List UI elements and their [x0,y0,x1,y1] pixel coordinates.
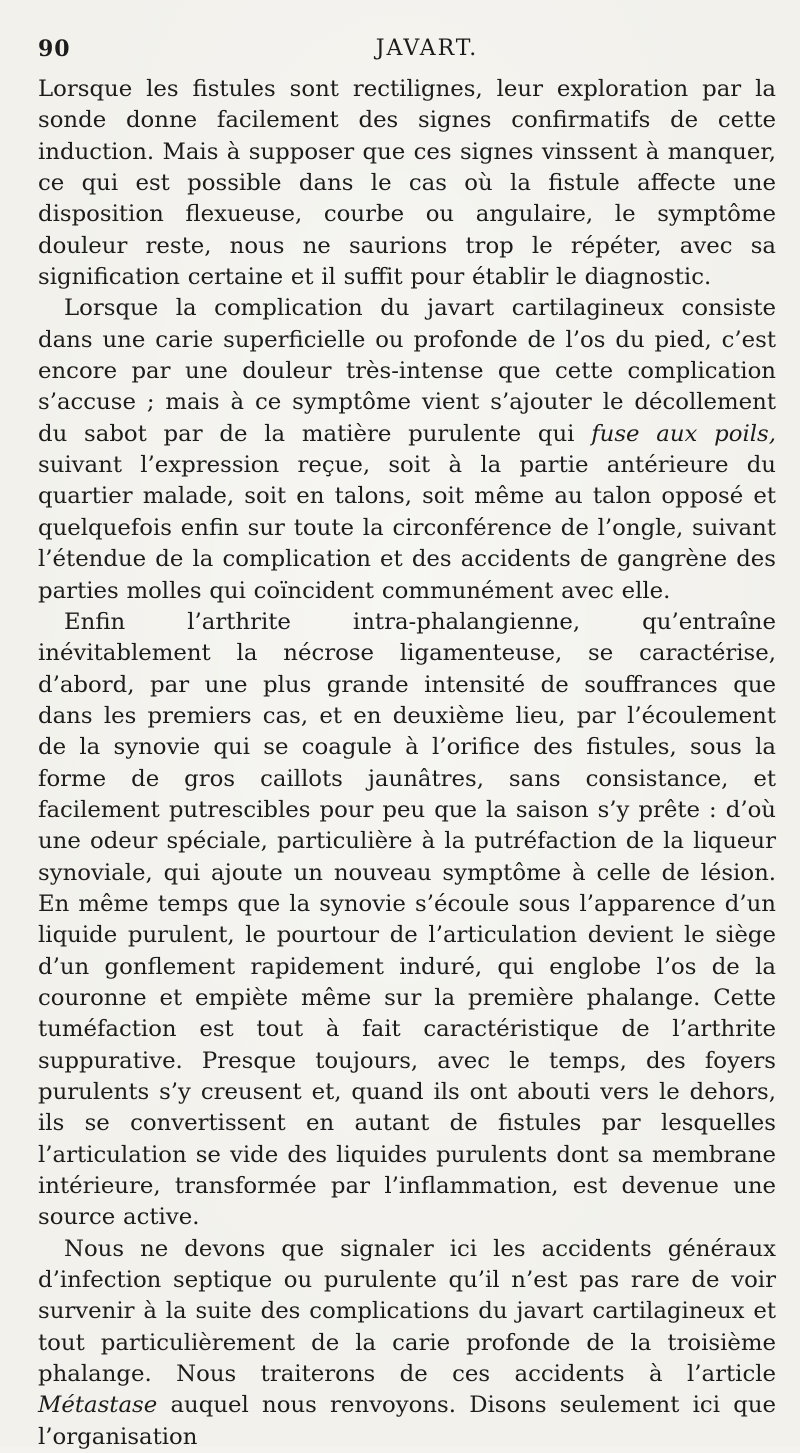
paragraph-4-italic: Métastase [38,1392,158,1419]
paragraph-2 [38,293,776,606]
paragraph-3-text: Enfin l’arthrite intra-phalangienne, qu’entraîne inévitablement la nécrose ligamenteuse, se caractérise, d’abord, par une plus grande intensité de souffrances que dans les premiers cas, et en deuxième lieu, par l’écoulement de la synovie qui se coagule à l’orifice des fistules, sous la forme de gros caillots jaunâtres, sans consistance, et facilement putrescibles pour peu que la saison s’y prête : d’où une odeur spéciale, particulière à la putréfaction de la liqueur synoviale, qui ajoute un nouveau symptôme à celle de lésion. En même temps que la synovie s’écoule sous l’apparence d’un liquide purulent, le pourtour de l’articulation devient le siège d’un gonflement rapidement induré, qui englobe l’os de la couronne et empiète même sur la première phalange. Cette tuméfaction est tout à fait caractéristique de l’arthrite suppurative. Presque toujours, avec le temps, des foyers purulents s’y creusent et, quand ils ont abouti vers le dehors, ils se convertissent en autant de fistules par lesquelles l’articulation se vide des liquides purulents dont sa membrane intérieure, transformée par l’inflammation, est devenue une source active. [38,608,776,1231]
paragraph-2-text-end: suivant l’expression reçue, soit à la partie antérieure du quartier malade, soit en talons, soit même au talon opposé et quelquefois enfin sur toute la circonférence de l’ongle, suivant l’étendue de la complication et des accidents de gangrène des parties molles qui coïncident communément avec elle. [38,452,776,604]
paragraph-2-text-start: Lorsque la complication du javart cartilagineux consiste dans une carie superficielle ou profonde de l’os du pied, c’est encore par une douleur très-intense que cette complication s’accuse ; mais à ce symptôme vient s’ajouter le décollement du sabot par de la matière purulente qui [38,295,776,447]
paragraph-4-text-end: auquel nous renvoyons. Disons seulement ici que l’organisation [38,1392,776,1450]
paragraph-1-text: Lorsque les fistules sont rectilignes, leur exploration par la sonde donne facilement des signes confirmatifs de cette induction. Mais à supposer que ces signes vinssent à manquer, ce qui est possible dans le cas où la fistule affecte une disposition flexueuse, courbe ou angulaire, le symptôme douleur reste, nous ne saurions trop le répéter, avec sa signification certaine et il suffit pour établir le diagnostic. [38,76,776,291]
paragraph-4-text-start: Nous ne devons que signaler ici les accidents généraux d’infection septique ou purulente qu’il n’est pas rare de voir survenir à la suite des complications du javart cartilagineux et tout particulièrement de la carie profonde de la troisième phalange. Nous traiterons de ces accidents à l’article [38,1235,776,1388]
paragraph-3 [38,607,776,1234]
page-number: 90 [38,36,71,62]
paragraph-4 [38,1234,776,1453]
paragraph-1 [38,74,776,293]
running-head: JAVART. [375,36,479,61]
body-text [38,74,776,1453]
paragraph-2-italic: fuse aux poils, [591,420,776,447]
page-header [38,26,776,74]
